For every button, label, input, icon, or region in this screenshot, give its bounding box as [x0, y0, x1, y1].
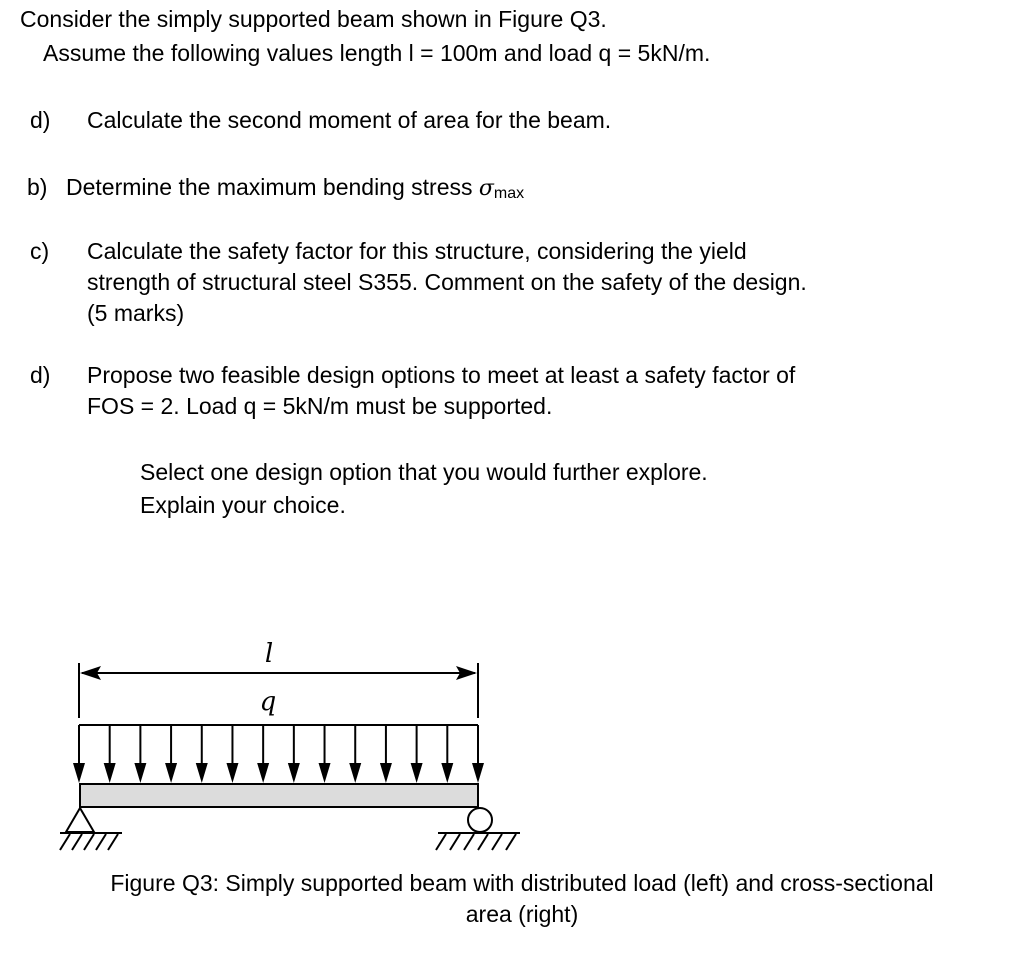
followup-line-1: Select one design option that you would further explore. — [140, 459, 708, 485]
question-label: b) — [27, 174, 48, 200]
arrowhead-icon — [472, 763, 484, 783]
arrowhead-icon — [257, 763, 269, 783]
load-label: q — [259, 687, 277, 717]
length-dimension — [79, 639, 478, 718]
arrowhead-icon — [411, 763, 423, 783]
question-b-text: Determine the maximum bending stress — [66, 174, 479, 200]
arrowhead-icon — [196, 763, 208, 783]
arrowhead-icon — [134, 763, 146, 783]
arrowhead-icon — [104, 763, 116, 783]
pin-support-icon — [60, 808, 122, 850]
figure-caption-line-2: area (right) — [465, 901, 579, 927]
sigma-subscript: max — [493, 185, 525, 202]
arrowhead-icon — [441, 763, 453, 783]
intro-line-1: Consider the simply supported beam shown in Figure Q3. — [20, 6, 607, 32]
roller-support-icon — [436, 808, 520, 850]
question-marks: (5 marks) — [87, 300, 185, 326]
arrowhead-icon — [380, 763, 392, 783]
question-text-line-2: FOS = 2. Load q = 5kN/m must be supported. — [87, 393, 553, 419]
question-text — [66, 172, 524, 206]
load-arrows — [73, 725, 484, 783]
arrowhead-icon — [349, 763, 361, 783]
beam-diagram — [0, 620, 1024, 860]
arrowhead-icon — [73, 763, 85, 783]
arrowhead-icon — [319, 763, 331, 783]
sigma-symbol: σ — [478, 176, 494, 201]
question-text-line-1: Propose two feasible design options to meet at least a safety factor of — [87, 362, 796, 388]
arrowhead-icon — [288, 763, 300, 783]
intro-line-2: Assume the following values length l = 100m and load q = 5kN/m. — [43, 40, 711, 66]
figure-caption-line-1: Figure Q3: Simply supported beam with distributed load (left) and cross-sectional — [110, 870, 934, 896]
question-text-line-2: strength of structural steel S355. Comment on the safety of the design. — [87, 269, 807, 295]
question-label: d) — [30, 107, 51, 133]
question-label: c) — [30, 238, 50, 264]
arrowhead-icon — [165, 763, 177, 783]
beam — [80, 784, 478, 807]
followup-line-2: Explain your choice. — [140, 492, 346, 518]
question-text-line-1: Calculate the safety factor for this structure, considering the yield — [87, 238, 747, 264]
question-label: d) — [30, 362, 51, 388]
question-text: Calculate the second moment of area for the beam. — [87, 107, 612, 133]
arrowhead-icon — [226, 763, 238, 783]
length-label: l — [264, 639, 274, 669]
distributed-load — [73, 687, 484, 783]
